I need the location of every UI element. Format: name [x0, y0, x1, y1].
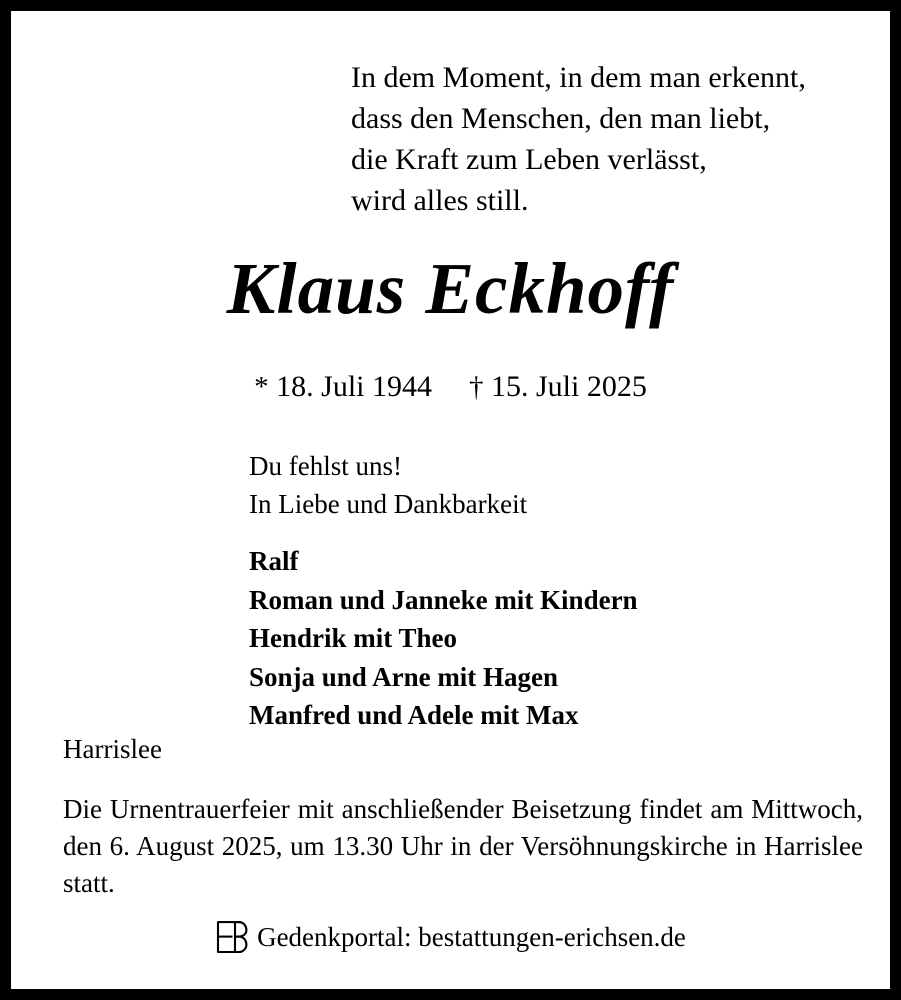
condolence-line: Du fehlst uns!	[249, 451, 402, 481]
footer	[11, 919, 890, 955]
memorial-poem	[351, 57, 806, 221]
family-names-list	[249, 542, 638, 735]
family-name-line: Roman und Janneke mit Kindern	[249, 584, 638, 615]
poem-line: dass den Menschen, den man liebt,	[351, 102, 771, 135]
life-dates	[11, 369, 890, 405]
death-date: 15. Juli 2025	[491, 370, 647, 403]
family-name-line: Ralf	[249, 546, 299, 576]
notice-content-area	[11, 11, 890, 989]
poem-line: In dem Moment, in dem man erkennt,	[351, 61, 806, 94]
birth-star-icon: *	[254, 371, 269, 403]
death-cross-icon: †	[469, 371, 484, 403]
place-name: Harrislee	[63, 734, 162, 764]
poem-line: die Kraft zum Leben verlässt,	[351, 143, 707, 176]
condolence-line: In Liebe und Dankbarkeit	[249, 489, 528, 519]
eb-monogram-icon	[215, 919, 248, 955]
funeral-details: Die Urnentrauerfeier mit anschließender Beisetzung findet am Mittwoch, den 6. August 2025, um 13.30 Uhr in der Versöhnungskirche in Harrislee statt.	[63, 794, 863, 898]
poem-line: wird alles still.	[351, 184, 529, 217]
memorial-portal-text: Gedenkportal: bestattungen-erichsen.de	[257, 922, 686, 952]
deceased-name: Klaus Eckhoff	[226, 248, 675, 329]
family-name-line: Sonja und Arne mit Hagen	[249, 661, 559, 692]
birth-date: 18. Juli 1944	[276, 370, 432, 403]
family-name-line: Manfred und Adele mit Max	[249, 700, 579, 730]
family-name-line: Hendrik mit Theo	[249, 623, 458, 653]
condolence-message	[249, 447, 527, 523]
